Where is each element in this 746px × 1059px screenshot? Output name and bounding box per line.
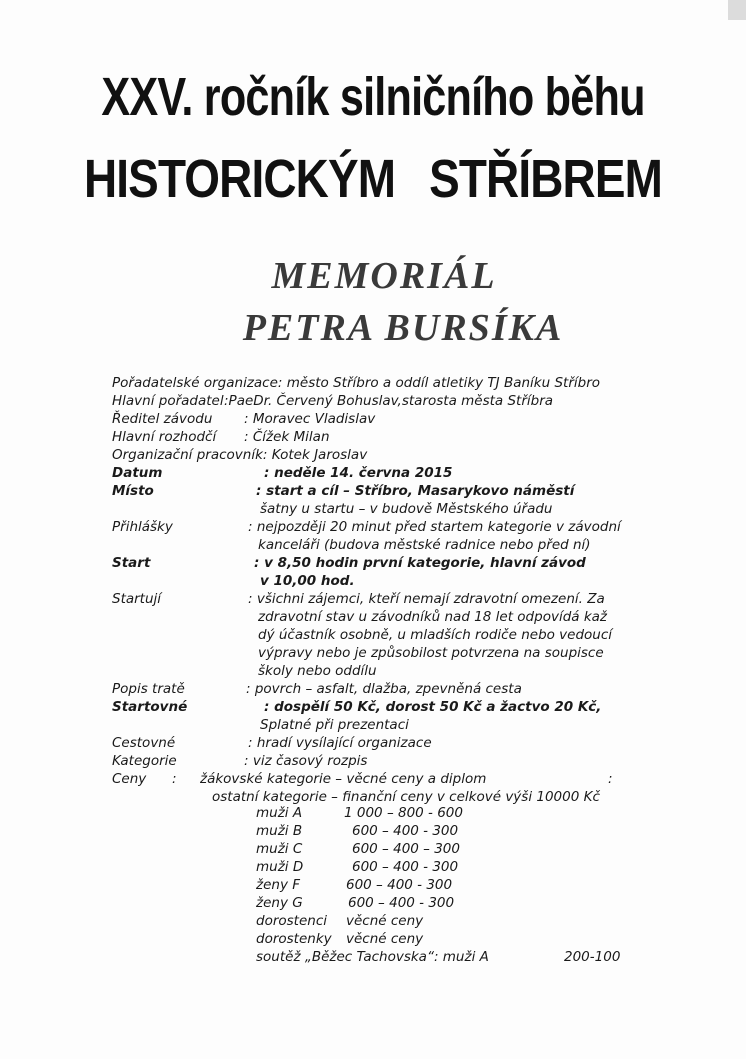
prize-amount: věcné ceny [346, 931, 424, 947]
prize-amount: 600 – 400 - 300 [348, 895, 455, 911]
prize-name: muži D [256, 859, 304, 875]
date-value: : neděle 14. června 2015 [264, 465, 453, 481]
fee-value-2: Splatné při prezentaci [260, 717, 409, 733]
runners-value-5: školy nebo oddílu [258, 663, 377, 679]
title-line-1: XXV. ročník silničního běhu [101, 67, 645, 127]
director-value: : Moravec Vladislav [244, 411, 376, 427]
travel-value: : hradí vysílající organizace [248, 735, 432, 751]
referee-value: : Čížek Milan [244, 429, 330, 445]
runners-value-1: : všichni zájemci, kteří nemají zdravotní omezení. Za [248, 591, 605, 607]
referee-row [112, 428, 732, 446]
runners-value-3: dý účastník osobně, u mladších rodiče nebo vedoucí [258, 627, 613, 643]
main-organizer-value: :PaeDr. Červený Bohuslav,starosta města Stříbra [224, 393, 554, 409]
registration-value: : nejpozději 20 minut před startem kategorie v závodní [248, 519, 621, 535]
competition-label: soutěž „Běžec Tachovska“: muži A [256, 949, 489, 965]
prize-name: muži B [256, 823, 303, 839]
prizes-colon: : [172, 771, 177, 787]
runners-value-4: výpravy nebo je způsobilost potvrzena na soupisce [258, 645, 604, 661]
runners-row-5 [112, 662, 732, 680]
fee-label: Startovné [112, 699, 188, 715]
prizes-row-1 [112, 770, 732, 788]
runners-row-2 [112, 608, 732, 626]
travel-row [112, 734, 732, 752]
prize-amount: 1 000 – 800 - 600 [344, 805, 463, 821]
worker-text: Organizační pracovník: Kotek Jaroslav [112, 447, 368, 463]
prize-amount: 600 – 400 - 300 [346, 877, 453, 893]
start-label: Start [112, 555, 151, 571]
fee-row-2 [112, 716, 732, 734]
prize-amount: 600 – 400 - 300 [352, 823, 459, 839]
registration-row-2 [112, 536, 732, 554]
prize-name: ženy F [256, 877, 300, 893]
memorial-line-2: PETRA BURSÍKA [242, 307, 564, 349]
category-row [112, 752, 732, 770]
registration-label: Přihlášky [112, 519, 173, 535]
place-value-2: šatny u startu – v budově Městského úřadu [260, 501, 553, 517]
prizes-colon-2: : [608, 771, 613, 787]
date-label: Datum [112, 465, 163, 481]
prize-name: muži C [256, 841, 303, 857]
category-value: : viz časový rozpis [244, 753, 368, 769]
runners-label: Startují [112, 591, 162, 607]
prizes-label: Ceny [112, 771, 147, 787]
title-line-2: HISTORICKÝM STŘÍBREM [83, 149, 663, 209]
organizer-text: Pořadatelské organizace: město Stříbro a oddíl atletiky TJ Baníku Stříbro [112, 375, 601, 391]
organizer-row [112, 374, 732, 392]
track-label: Popis tratě [112, 681, 185, 697]
place-label: Místo [112, 483, 154, 499]
track-value: : povrch – asfalt, dlažba, zpevněná cesta [246, 681, 522, 697]
main-organizer-row [112, 392, 732, 410]
registration-value-2: kanceláři (budova městské radnice nebo před ní) [258, 537, 591, 553]
prize-name: dorostenky [256, 931, 332, 947]
runners-value-2: zdravotní stav u závodníků nad 18 let odpovídá kaž [258, 609, 608, 625]
referee-label: Hlavní rozhodčí [112, 429, 217, 445]
runners-row-1 [112, 590, 732, 608]
prize-amount: věcné ceny [346, 913, 424, 929]
prizes-value-2: ostatní kategorie – finanční ceny v celkové výši 10000 Kč [212, 789, 600, 805]
info-block [112, 374, 732, 806]
director-label: Ředitel závodu [112, 411, 213, 427]
main-organizer-label: Hlavní pořadatel [112, 393, 224, 409]
travel-label: Cestovné [112, 735, 176, 751]
place-value: : start a cíl – Stříbro, Masarykovo náměstí [256, 483, 575, 499]
registration-row [112, 518, 732, 536]
prize-name: ženy G [256, 895, 303, 911]
fee-row [112, 698, 732, 716]
prize-amount: 600 – 400 – 300 [352, 841, 460, 857]
prize-amount: 600 – 400 - 300 [352, 859, 459, 875]
scan-corner-mark [728, 0, 746, 20]
start-value: : v 8,50 hodin první kategorie, hlavní závod [254, 555, 586, 571]
worker-row [112, 446, 732, 464]
runners-row-4 [112, 644, 732, 662]
prize-name: muži A [256, 805, 303, 821]
category-label: Kategorie [112, 753, 177, 769]
fee-value: : dospělí 50 Kč, dorost 50 Kč a žactvo 20 Kč, [264, 699, 602, 715]
prize-name: dorostenci [256, 913, 328, 929]
track-row [112, 680, 732, 698]
runners-row-3 [112, 626, 732, 644]
start-value-2: v 10,00 hod. [260, 573, 355, 589]
prizes-value-1: žákovské kategorie – věcné ceny a diplom [200, 771, 487, 787]
start-row-2 [112, 572, 732, 590]
director-row [112, 410, 732, 428]
place-row-2 [112, 500, 732, 518]
memorial-line-1: MEMORIÁL [271, 255, 497, 297]
competition-amount: 200-100 [564, 949, 621, 965]
date-row [112, 464, 732, 482]
start-row [112, 554, 732, 572]
place-row [112, 482, 732, 500]
